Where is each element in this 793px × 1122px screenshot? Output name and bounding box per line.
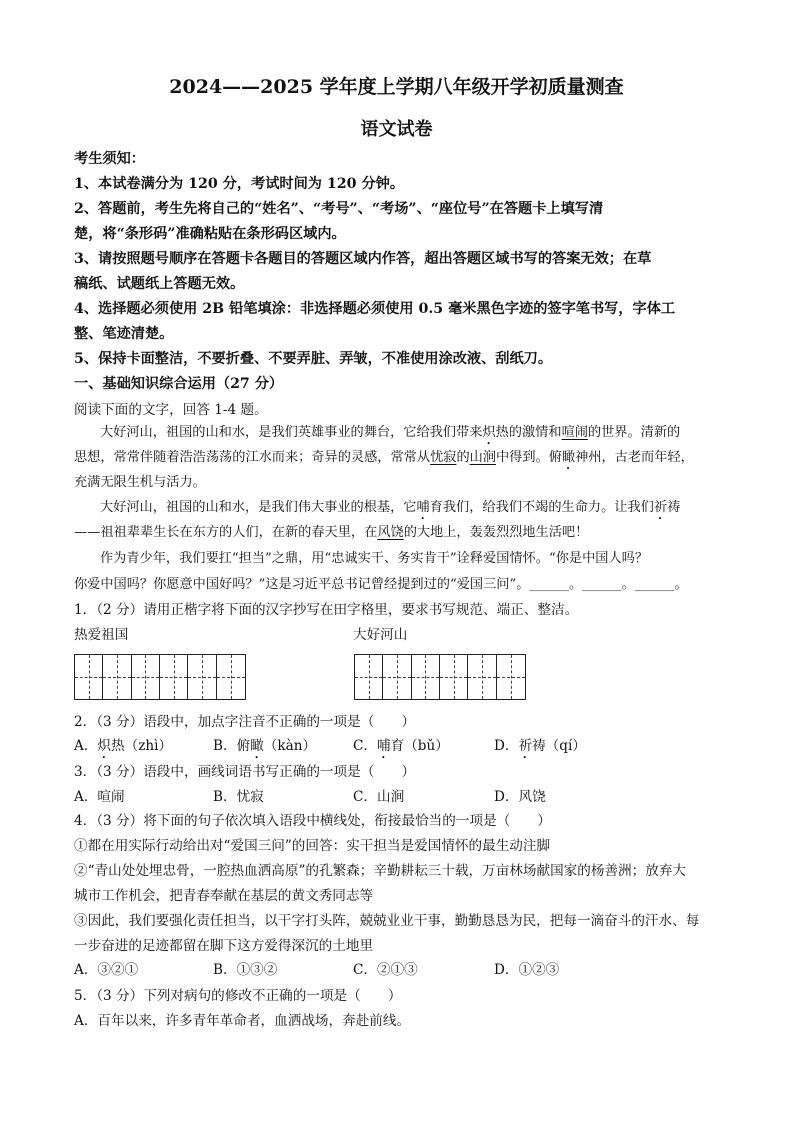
notice-line: 2、答题前，考生先将自己的“姓名”、“考号”、“考场”、“座位号”在答题卡上填写清 [74, 201, 604, 217]
exam-subtitle: 语文试卷 [360, 119, 433, 140]
tianzige-grid-right[interactable] [354, 654, 526, 700]
question-3-stem: 3．（3 分）语段中，画线词语书写正确的一项是（ ） [74, 764, 416, 780]
q4-option-c[interactable]: C．②①③ [353, 962, 418, 978]
dotted-char: 哺 [416, 500, 430, 515]
q2-option-b[interactable]: B．俯瞰（kàn） [213, 738, 317, 754]
q4-sentence-2: ②“青山处处埋忠骨，一腔热血洒高原”的孔繁森；辛勤耕耘三十载，万亩林场献国家的杨善洲；放弃大 [74, 863, 687, 879]
dotted-char: 瞰 [561, 450, 576, 465]
question-1-stem: 1．（2 分）请用正楷字将下面的汉字抄写在田字格里，要求书写规范、端正、整洁。 [74, 602, 579, 618]
grid-label-right: 大好河山 [353, 627, 408, 643]
q4-sentence-1: ①都在用实际行动给出对“爱国三问”的回答：实干担当是爱国情怀的最生动注脚 [74, 838, 551, 854]
exam-title: 2024——2025 学年度上学期八年级开学初质量测查 [169, 76, 624, 98]
section-heading: 一、基础知识综合运用（27 分） [74, 376, 284, 392]
passage-line: 大好河山，祖国的山和水，是我们伟大事业的根基，它哺育我们，给我们不竭的生命力。让我们祈祷 [100, 500, 681, 515]
notice-line: 5、保持卡面整洁，不要折叠、不要弄脏、弄皱，不准使用涂改液、刮纸刀。 [74, 351, 553, 367]
notice-line: 3、请按照题号顺序在答题卡各题目的答题区域内作答，超出答题区域书写的答案无效；在草 [74, 251, 652, 267]
q4-sentence-3: ③因此，我们要强化责任担当，以干字打头阵，兢兢业业干事，勤勤恳恳为民，把每一滴奋斗的汗水、每 [74, 913, 700, 929]
q4-option-a[interactable]: A．③②① [74, 962, 139, 978]
passage-line: ——祖祖辈辈生长在东方的人们，在新的春天里，在风饶的大地上，轰轰烈烈地生活吧！ [74, 525, 589, 540]
q3-option-c[interactable]: C．山涧 [353, 789, 405, 805]
q3-option-d[interactable]: D．风饶 [494, 789, 546, 805]
q4-option-b[interactable]: B．①③② [213, 962, 278, 978]
question-2-stem: 2．（3 分）语段中，加点字注音不正确的一项是（ ） [74, 714, 416, 730]
question-5-stem: 5．（3 分）下列对病句的修改不正确的一项是（ ） [74, 988, 402, 1004]
notice-line: 4、选择题必须使用 2B 铅笔填涂：非选择题必须使用 0.5 毫米黑色字迹的签字笔书写，字体工 [74, 301, 676, 317]
underlined-word: 山涧 [469, 450, 496, 465]
q3-option-a[interactable]: A．喧闹 [74, 789, 125, 805]
notice-line: 楚，将“条形码”准确粘贴在条形码区域内。 [74, 226, 346, 242]
passage-line: 你爱中国吗？你愿意中国好吗？”这是习近平总书记曾经提到过的“爱国三问”。______。______。______。 [74, 577, 688, 592]
reading-instruction: 阅读下面的文字，回答 1-4 题。 [74, 402, 268, 418]
q4-sentence-2-cont: 城市工作机会，把青春奉献在基层的黄文秀同志等 [74, 888, 374, 904]
q2-option-c[interactable]: C．哺育（bǔ） [353, 738, 449, 754]
tianzige-grid-left[interactable] [74, 654, 246, 700]
dotted-char: 炽 [482, 425, 496, 440]
notice-line: 1、本试卷满分为 120 分，考试时间为 120 分钟。 [74, 176, 405, 192]
passage-line: 作为青少年，我们要扛“担当”之鼎，用“忠诚实干、务实肯干”诠释爱国情怀。“你是中国人吗？ [100, 551, 649, 566]
q3-option-b[interactable]: B．忧寂 [213, 789, 264, 805]
q2-option-d[interactable]: D．祈祷（qí） [494, 738, 586, 754]
q5-option-a[interactable]: A．百年以来，许多青年革命者，血洒战场，奔赴前线。 [74, 1013, 411, 1029]
underlined-word: 风饶 [377, 525, 404, 540]
passage-line: 充满无限生机与活力。 [74, 475, 206, 490]
question-4-stem: 4．（3 分）将下面的句子依次填入语段中横线处，衔接最恰当的一项是（ ） [74, 813, 552, 829]
passage-line: 大好河山，祖国的山和水，是我们英雄事业的舞台，它给我们带来炽热的激情和喧闹的世界。清新的 [100, 425, 681, 440]
dotted-char: 祈 [653, 500, 668, 515]
q4-option-d[interactable]: D．①②③ [494, 962, 560, 978]
notice-heading: 考生须知： [74, 151, 145, 167]
notice-line: 稿纸、试题纸上答题无效。 [74, 276, 245, 292]
q2-option-a[interactable]: A．炽热（zhì） [74, 738, 173, 754]
passage-line: 思想，常常伴随着浩浩荡荡的江水而来；奇异的灵感，常常从忧寂的山涧中得到。俯瞰神州，古老而年轻， [74, 450, 694, 465]
underlined-word: 忧寂 [430, 450, 457, 465]
q4-sentence-3-cont: 一步奋进的足迹都留在脚下这方爱得深沉的土地里 [74, 938, 374, 954]
notice-line: 整、笔迹清楚。 [74, 326, 174, 342]
grid-label-left: 热爱祖国 [74, 627, 129, 643]
underlined-word: 喧闹 [561, 425, 588, 440]
